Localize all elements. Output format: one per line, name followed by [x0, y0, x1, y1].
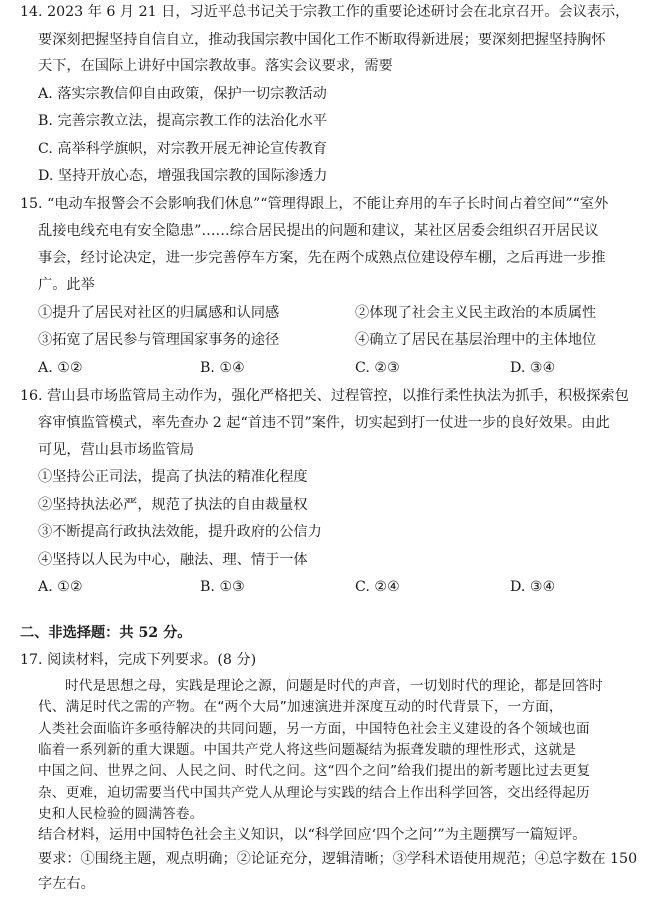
q15-answer-d: D. ③④	[510, 359, 556, 376]
q15-answer-a: A. ①②	[38, 359, 83, 376]
q15-choice-4: ④确立了居民在基层治理中的主体地位	[355, 332, 597, 348]
q14-option-a: A. 落实宗教信仰自由政策，保护一切宗教活动	[38, 86, 327, 103]
q16-choice-2: ②坚持执法必严，规范了执法的自由裁量权	[38, 497, 308, 514]
q14-stem-line-2: 要深刻把握坚持自信自立，推动我国宗教中国化工作不断取得新进展；要深刻把握坚持胸怀	[38, 31, 606, 48]
q16-answer-d: D. ③④	[510, 578, 556, 595]
q16-stem-line-2: 容审慎监管模式，率先查办 2 起“首违不罚”案件，切实起到打一仗进一步的良好效果。由此	[38, 414, 610, 431]
q14-option-b: B. 完善宗教立法，提高宗教工作的法治化水平	[38, 113, 328, 130]
q17-task: 结合材料，运用中国特色社会主义知识，以“科学回应‘四个之问’”为主题撰写一篇短评。	[38, 827, 587, 844]
q17-material-line-2: 代、满足时代之需的产物。在“两个大局”加速演进并深度互动的时代背景下，一方面，	[38, 699, 563, 716]
q14-option-d: D. 坚持开放心态，增强我国宗教的国际渗透力	[38, 167, 328, 184]
q14-option-c: C. 高举科学旗帜，对宗教开展无神论宣传教育	[38, 141, 327, 157]
q16-choice-3: ③不断提高行政执法效能，提升政府的公信力	[38, 524, 322, 540]
q17-material-line-5: 中国之问、世界之问、人民之问、时代之问。这“四个之问”给我们提出的新考题比过去更复	[38, 763, 591, 780]
q15-stem-line-2: 乱接电线充电有安全隐患”……综合居民提出的问题和建议，某社区居委会组织召开居民议	[38, 222, 599, 239]
q17-material-line-4: 临着一系列新的重大课题。中国共产党人将这些问题凝结为振聋发聩的理性形式，这就是	[38, 741, 576, 758]
q15-stem-line-3: 事会，经讨论决定，进一步完善停车方案，先在两个成熟点位建设停车棚，之后再进一步推	[38, 250, 606, 267]
q14-stem-line-3: 天下，在国际上讲好中国宗教故事。落实会议要求，需要	[38, 58, 393, 75]
q17-material-line-7: 史和人民检验的圆满答卷。	[38, 805, 204, 822]
q16-answer-c: C. ②④	[355, 578, 400, 595]
q16-answer-b: B. ①③	[200, 578, 245, 595]
q17-material-line-1: 时代是思想之母，实践是理论之源，问题是时代的声音，一切划时代的理论，都是回答时	[65, 677, 603, 694]
q16-choice-4: ④坚持以人民为中心，融法、理、情于一体	[38, 551, 308, 568]
q16-answer-a: A. ①②	[38, 578, 83, 595]
section-2-heading: 二、非选择题：共 52 分。	[20, 625, 192, 642]
q14-stem-line-1: 14. 2023 年 6 月 21 日，习近平总书记关于宗教工作的重要论述研讨会在北京召开。会议表示，	[20, 3, 630, 20]
q17-material-line-6: 杂、更难，迫切需要当代中国共产党人从理论与实践的结合上作出科学回答，交出经得起历	[38, 784, 590, 801]
q15-choice-3: ③拓宽了居民参与管理国家事务的途径	[38, 332, 280, 348]
q15-stem-line-4: 广。此举	[38, 277, 95, 294]
q17-requirements-line-1: 要求：①围绕主题，观点明确；②论证充分，逻辑清晰；③学科术语使用规范；④总字数在 150	[38, 851, 638, 868]
q15-answer-c: C. ②③	[355, 359, 400, 376]
q15-answer-b: B. ①④	[200, 359, 245, 376]
q15-choice-2: ②体现了社会主义民主政治的本质属性	[355, 305, 597, 322]
q16-stem-line-1: 16. 营山县市场监管局主动作为，强化严格把关、过程管控，以推行柔性执法为抓手，积极探索包	[20, 387, 629, 404]
q15-choice-1: ①提升了居民对社区的归属感和认同感	[38, 305, 280, 322]
q15-stem-line-1: 15. “电动车报警会不会影响我们休息”“管理得跟上，不能让弃用的车子长时间占着空间”“室外	[20, 195, 609, 212]
q17-intro: 17. 阅读材料，完成下列要求。(8 分)	[20, 652, 257, 668]
q16-choice-1: ①坚持公正司法，提高了执法的精准化程度	[38, 469, 308, 486]
q17-requirements-line-2: 字左右。	[38, 875, 95, 892]
q17-material-line-3: 人类社会面临许多亟待解决的共同问题，另一方面，中国特色社会主义建设的各个领域也面	[38, 720, 590, 737]
q16-stem-line-3: 可见，营山县市场监管局	[38, 442, 195, 459]
